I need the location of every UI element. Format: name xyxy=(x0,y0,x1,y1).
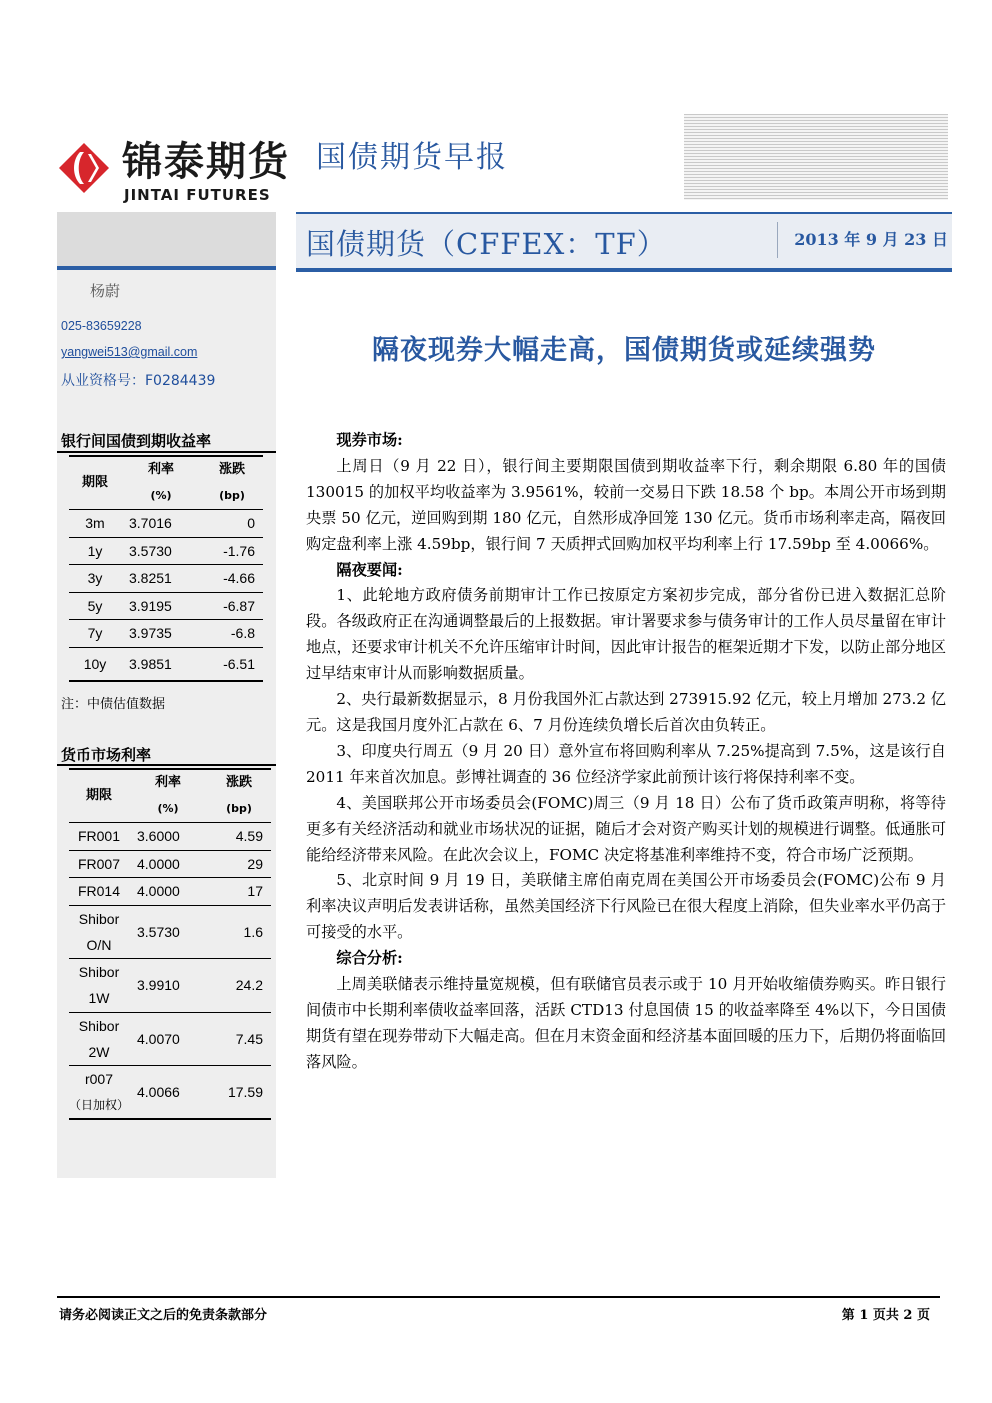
table-row xyxy=(69,510,263,538)
footer-divider xyxy=(57,1296,940,1298)
term-cell: Shibor 1W xyxy=(78,964,120,1007)
change-header: 涨跌 (bp) xyxy=(218,462,245,502)
change-cell: 7.45 xyxy=(235,1030,263,1047)
term-cell: FR001 xyxy=(77,828,121,845)
section-heading: 现券市场: xyxy=(336,431,403,449)
rate-cell: 3.5730 xyxy=(129,542,172,559)
term-header: 期限 xyxy=(85,788,112,803)
brand-name-en: JINTAI FUTURES xyxy=(124,186,271,204)
rate-cell: 4.0070 xyxy=(137,1030,180,1047)
sidebar-header-block xyxy=(57,212,276,270)
table-row xyxy=(69,959,271,1013)
term-header: 期限 xyxy=(81,475,108,490)
article-paragraph: 1、此轮地方政府债务前期审计工作已按原定方案初步完成，部分省份已进入数据汇总阶段。各级政府正在沟通调整最后的上报数据。审计署要求参与债务审计的工作人员尽量留在审计地点，还要求审计机关不允许压缩审计时间，因此审计报告的框架近期才下发，以防止部分地区过早结束审计从而影响数据质量。 xyxy=(306,586,946,683)
rate-header: 利率 (%) xyxy=(147,462,174,502)
section-divider xyxy=(57,764,276,766)
table-row xyxy=(69,850,271,878)
table-row xyxy=(69,823,271,851)
footer-disclaimer: 请务必阅读正文之后的免责条款部分 xyxy=(59,1308,268,1323)
article-paragraph: 2、央行最新数据显示，8 月份我国外汇占款达到 273915.92 亿元，较上月增加 273.2 亿元。这是我国月度外汇占款在 6、7 月份连续负增长后首次由负转正。 xyxy=(306,690,946,734)
term-cell: r007 （日加权） xyxy=(69,1071,130,1112)
table-row xyxy=(69,620,263,648)
bond-yield-title: 银行间国债到期收益率 xyxy=(61,432,212,450)
rate-cell: 4.0066 xyxy=(137,1084,180,1100)
rate-cell: 3.8251 xyxy=(129,570,172,587)
table-row xyxy=(69,592,263,620)
change-cell: 24.2 xyxy=(235,977,263,994)
author-phone: 025-83659228 xyxy=(61,319,142,333)
table-row xyxy=(69,1012,271,1066)
brand-name-cn: 锦泰期货 xyxy=(122,139,290,185)
table-row xyxy=(69,905,271,959)
rate-cell: 4.0000 xyxy=(137,855,180,872)
rate-cell: 3.7016 xyxy=(129,515,172,532)
rate-header: 利率 (%) xyxy=(154,775,181,815)
article-paragraph: 4、美国联邦公开市场委员会(FOMC)周三（9 月 18 日）公布了货币政策声明称，将等待更多有关经济活动和就业市场状况的证据，随后才会对资产购买计划的规模进行调整。低通胀可能给经济带来风险。在此次会议上，FOMC 决定将基准利率维持不变，符合市场广泛预期。 xyxy=(306,793,946,864)
term-cell: 1y xyxy=(87,542,103,559)
rate-cell: 3.5730 xyxy=(137,923,180,940)
term-cell: 5y xyxy=(87,597,103,614)
article-headline: 隔夜现券大幅走高，国债期货或延续强势 xyxy=(372,335,876,366)
author-name: 杨蔚 xyxy=(90,282,121,300)
change-cell: -6.8 xyxy=(230,625,255,642)
page-number: 第 1 页共 2 页 xyxy=(841,1308,930,1323)
table-header-row xyxy=(69,769,271,823)
term-cell: 10y xyxy=(83,655,107,672)
term-cell: FR007 xyxy=(77,855,121,872)
report-title: 国债期货早报 xyxy=(316,140,508,175)
change-cell: 1.6 xyxy=(243,923,263,940)
data-source-note: 注：中债估值数据 xyxy=(61,697,166,712)
term-cell: 7y xyxy=(87,625,103,642)
table-row xyxy=(69,878,271,906)
header-decoration xyxy=(684,114,948,200)
change-cell: 17.59 xyxy=(227,1084,263,1100)
change-cell: 17 xyxy=(247,883,263,900)
change-cell: 29 xyxy=(247,855,263,872)
change-cell: 0 xyxy=(247,515,255,532)
term-cell: 3y xyxy=(87,570,103,587)
rate-cell: 3.9851 xyxy=(129,655,172,672)
change-cell: -4.66 xyxy=(223,570,255,587)
article-paragraph: 3、印度央行周五（9 月 20 日）意外宣布将回购利率从 7.25%提高到 7.5%，这是该行自 2011 年来首次加息。彭博社调查的 36 位经济学家此前预计该行将保持利率不变。 xyxy=(306,741,946,786)
rate-cell: 3.6000 xyxy=(137,828,180,845)
article-paragraph: 上周日（9 月 22 日），银行间主要期限国债到期收益率下行，剩余期限 6.80 年的国债 130015 的加权平均收益率为 3.9561%，较前一交易日下跌 18.58 个 bp。本周公开市场到期央票 50 亿元，逆回购到期 180 亿元，自然形成净回笼 130 亿元。货币市场利率走高，隔夜回购定盘利率上涨 4.59bp，银行间 7 天质押式回购加权平均利率上行 17.59bp 至 4.0066%。 xyxy=(306,456,946,553)
table-row xyxy=(69,565,263,593)
table-row xyxy=(69,537,263,565)
term-cell: 3m xyxy=(85,515,105,532)
table-header-row xyxy=(69,456,263,510)
term-cell: Shibor 2W xyxy=(78,1017,120,1060)
author-email-link[interactable]: yangwei513@gmail.com xyxy=(61,345,198,359)
banner-title: 国债期货（CFFEX：TF） xyxy=(306,227,667,261)
section-heading: 综合分析: xyxy=(336,949,403,968)
table-row xyxy=(69,647,263,681)
term-cell: Shibor O/N xyxy=(78,910,120,953)
rate-cell: 3.9910 xyxy=(137,977,180,994)
author-license: 从业资格号：F0284439 xyxy=(61,373,216,389)
money-market-title: 货币市场利率 xyxy=(61,746,152,764)
rate-cell: 3.9735 xyxy=(129,625,172,642)
bond-yield-table xyxy=(69,455,263,682)
article-body xyxy=(306,428,946,1076)
money-market-table xyxy=(69,768,271,1120)
section-heading: 隔夜要闻: xyxy=(336,560,403,579)
change-cell: -1.76 xyxy=(223,542,255,559)
brand-logo-icon xyxy=(58,142,110,194)
section-divider xyxy=(57,451,276,453)
table-row xyxy=(69,1066,271,1120)
change-header: 涨跌 (bp) xyxy=(225,775,252,815)
change-cell: 4.59 xyxy=(235,828,263,845)
term-cell: FR014 xyxy=(77,883,121,900)
change-cell: -6.51 xyxy=(223,655,255,672)
rate-cell: 3.9195 xyxy=(129,597,172,614)
article-paragraph: 上周美联储表示维持量宽规模，但有联储官员表示或于 10 月开始收缩债券购买。昨日银行间债市中长期利率债收益率回落，活跃 CTD13 付息国债 15 的收益率降至 4%以下，今日国债期货有望在现券带动下大幅走高。但在月末资金面和经济基本面回暖的压力下，后期仍将面临回落风险。 xyxy=(306,975,946,1071)
rate-cell: 4.0000 xyxy=(137,883,180,900)
change-cell: -6.87 xyxy=(223,597,255,614)
report-date: 2013 年 9 月 23 日 xyxy=(777,222,948,258)
article-paragraph: 5、北京时间 9 月 19 日，美联储主席伯南克周在美国公开市场委员会(FOMC)公布 9 月利率决议声明后发表讲话称，虽然美国经济下行风险已在很大程度上消除，但失业率水平仍高于可接受的水平。 xyxy=(306,871,946,942)
